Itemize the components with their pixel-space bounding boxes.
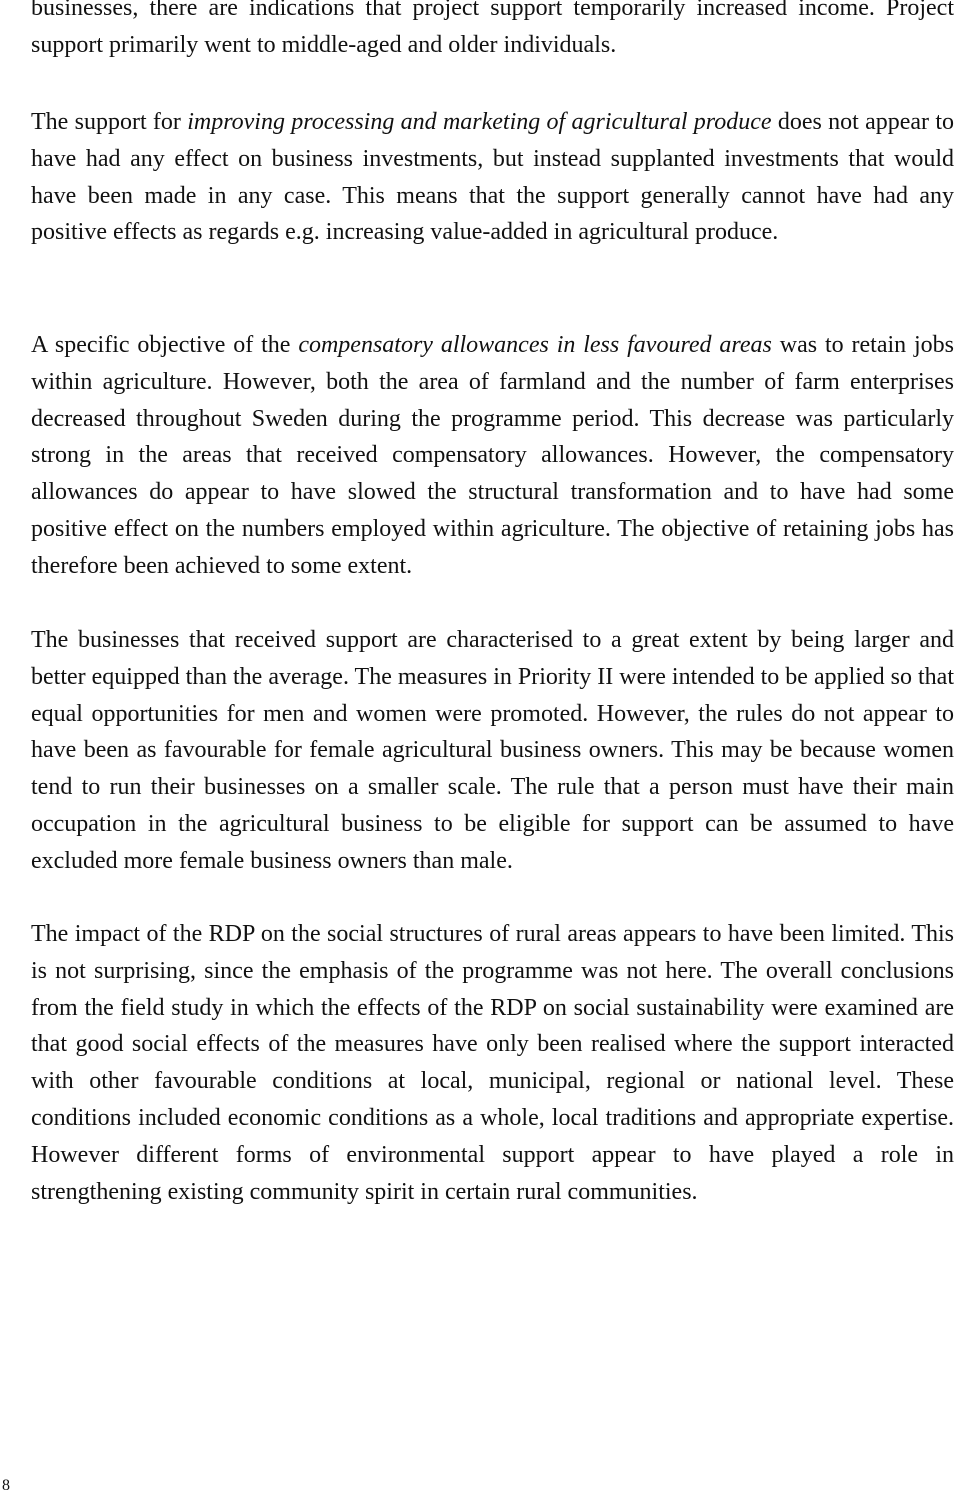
- paragraph-compensatory-allowances: [31, 327, 954, 585]
- paragraph-text: The businesses that received support are characterised to a great extent by being larger and better equipped than the average. The measures in Priority II were intended to be applied so that equal opportunities for men and women were promoted. However, the rules do not appear to have been as favourable for female agricultural business owners. This may be because women tend to run their businesses on a smaller scale. The rule that a person must have their main occupation in the agricultural business to be eligible for support can be assumed to have excluded more female business owners than male.: [31, 627, 954, 874]
- paragraph-body: was to retain jobs within agriculture. However, both the area of farmland and the number of farm enterprises decreased throughout Sweden during the programme period. This decrease was particularly strong in the areas that received compensatory allowances. However, the compensatory allowances do appear to have slowed the structural transformation and to have had some positive effect on the numbers employed within agriculture. The objective of retaining jobs has therefore been achieved to some extent.: [31, 332, 955, 579]
- paragraph-lead: A specific objective of the: [31, 332, 299, 358]
- paragraph-lead: The support for: [31, 109, 188, 135]
- paragraph-income-support: [31, 0, 954, 64]
- paragraph-text: The impact of the RDP on the social structures of rural areas appears to have been limited. This is not surprising, since the emphasis of the programme was not here. The overall conclusions from the field study in which the effects of the RDP on social sustainability were examined are that good social effects of the measures have only been realised where the support interacted with other favourable conditions at local, municipal, regional or national level. These conditions included economic conditions as a whole, local traditions and appropriate expertise. However different forms of environmental support appear to have played a role in strengthening existing community spirit in certain rural communities.: [31, 921, 954, 1205]
- measure-name: compensatory allowances in less favoured areas: [298, 332, 772, 358]
- paragraph-social-structures: [31, 916, 954, 1210]
- paragraph-equal-opportunities: [31, 622, 954, 880]
- paragraph-processing-marketing: [31, 104, 954, 251]
- page-number: 8: [2, 1477, 10, 1494]
- measure-name: improving processing and marketing of agricultural produce: [187, 109, 772, 135]
- paragraph-text: businesses, there are indications that project support temporarily increased income. Project support primarily went to middle-aged and older individuals.: [31, 0, 954, 58]
- paragraph-body: does not appear to have had any effect on business investments, but instead supplanted investments that would have been made in any case. This means that the support generally cannot have had any positive effects as regards e.g. increasing value-added in agricultural produce.: [31, 109, 955, 246]
